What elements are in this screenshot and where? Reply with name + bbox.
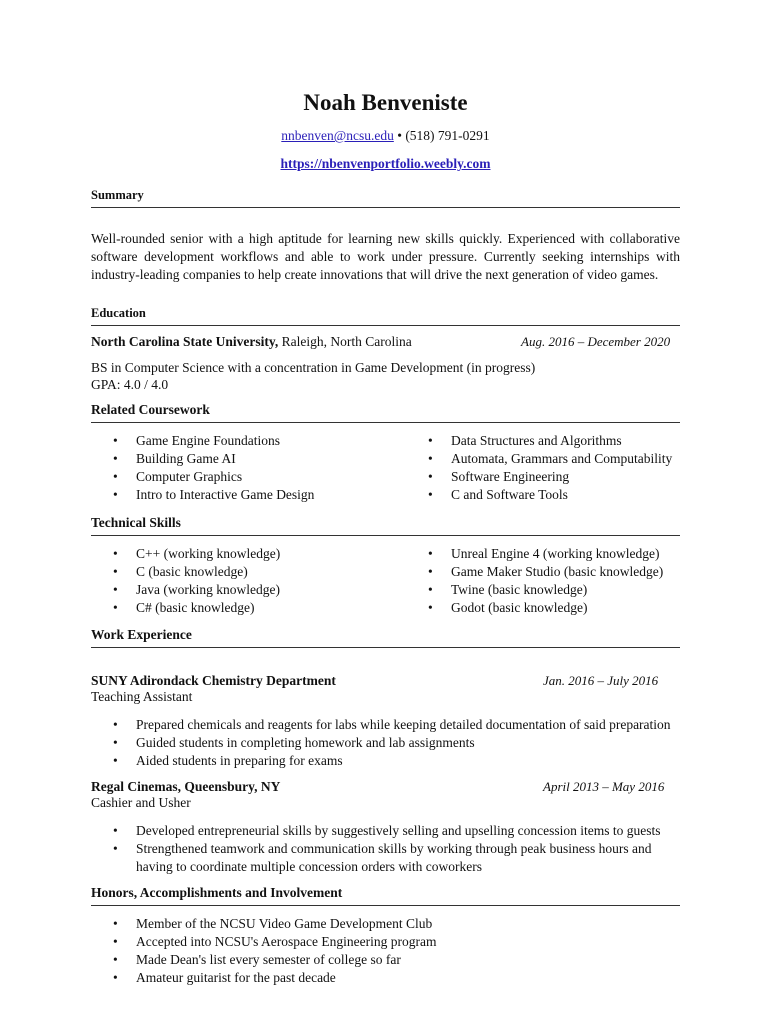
list-item: • Godot (basic knowledge) — [406, 599, 686, 617]
list-item: • Automata, Grammars and Computability — [406, 450, 686, 468]
skills-list-right — [406, 545, 686, 617]
list-item: • C (basic knowledge) — [91, 563, 411, 581]
list-item: • C++ (working knowledge) — [91, 545, 411, 563]
honors-heading: Honors, Accomplishments and Involvement — [91, 884, 680, 906]
job-title: Cashier and Usher — [91, 795, 191, 810]
job-duties — [91, 716, 680, 770]
job-dates: Jan. 2016 – July 2016 — [543, 673, 659, 688]
list-item: • Accepted into NCSU's Aerospace Engineering program — [91, 933, 680, 951]
summary-heading: Summary — [91, 186, 680, 208]
list-item: • C# (basic knowledge) — [91, 599, 411, 617]
candidate-name: Noah Benveniste — [303, 90, 468, 115]
list-item: • Intro to Interactive Game Design — [91, 486, 411, 504]
coursework-list-right — [406, 432, 686, 504]
list-item: • Developed entrepreneurial skills by suggestively selling and upselling concession items to guests — [91, 822, 680, 840]
list-item: • Building Game AI — [91, 450, 411, 468]
gpa-text: GPA: 4.0 / 4.0 — [91, 377, 169, 392]
portfolio-line — [91, 155, 680, 173]
list-item: • Java (working knowledge) — [91, 581, 411, 599]
job-title: Teaching Assistant — [91, 689, 193, 704]
contact-separator: • — [393, 128, 406, 143]
summary-text: Well-rounded senior with a high aptitude for learning new skills quickly. Experienced with collaborative software development workflows and able to work under pressure. Currently seeking internships with industry-leading companies to help create innovations that will drive the next generation of video games. — [91, 231, 680, 282]
list-item: • Made Dean's list every semester of college so far — [91, 951, 680, 969]
skills-list-left — [91, 545, 411, 617]
list-item: • Strengthened teamwork and communication skills by working through peak business hours and having to coordinate multiple concession orders with coworkers — [91, 840, 680, 876]
email-link[interactable]: nnbenven@ncsu.edu — [281, 128, 394, 143]
coursework-list-left — [91, 432, 411, 504]
school-name: North Carolina State University, — [91, 334, 279, 349]
job-dates: April 2013 – May 2016 — [543, 779, 665, 794]
list-item: • Aided students in preparing for exams — [91, 752, 680, 770]
school-location: Raleigh, North Carolina — [278, 334, 412, 349]
portfolio-link[interactable]: https://nbenvenportfolio.weebly.com — [280, 156, 491, 171]
education-institution — [91, 333, 412, 351]
list-item: • Unreal Engine 4 (working knowledge) — [406, 545, 686, 563]
degree-text: BS in Computer Science with a concentration in Game Development (in progress) — [91, 360, 536, 375]
list-item: • C and Software Tools — [406, 486, 686, 504]
honors-list — [91, 915, 680, 987]
job-duties — [91, 822, 680, 876]
list-item: • Data Structures and Algorithms — [406, 432, 686, 450]
list-item: • Amateur guitarist for the past decade — [91, 969, 680, 987]
phone-number: (518) 791-0291 — [405, 128, 490, 143]
contact-line — [91, 127, 680, 145]
skills-heading: Technical Skills — [91, 514, 680, 536]
list-item: • Guided students in completing homework and lab assignments — [91, 734, 680, 752]
list-item: • Game Maker Studio (basic knowledge) — [406, 563, 686, 581]
work-heading: Work Experience — [91, 626, 680, 648]
list-item: • Software Engineering — [406, 468, 686, 486]
job-employer: SUNY Adirondack Chemistry Department — [91, 673, 336, 688]
education-dates: Aug. 2016 – December 2020 — [521, 334, 671, 349]
list-item: • Game Engine Foundations — [91, 432, 411, 450]
coursework-heading: Related Coursework — [91, 401, 680, 423]
list-item: • Prepared chemicals and reagents for labs while keeping detailed documentation of said preparation — [91, 716, 680, 734]
job-employer: Regal Cinemas, Queensbury, NY — [91, 779, 281, 794]
list-item: • Member of the NCSU Video Game Development Club — [91, 915, 680, 933]
list-item: • Twine (basic knowledge) — [406, 581, 686, 599]
education-heading: Education — [91, 304, 680, 326]
list-item: • Computer Graphics — [91, 468, 411, 486]
